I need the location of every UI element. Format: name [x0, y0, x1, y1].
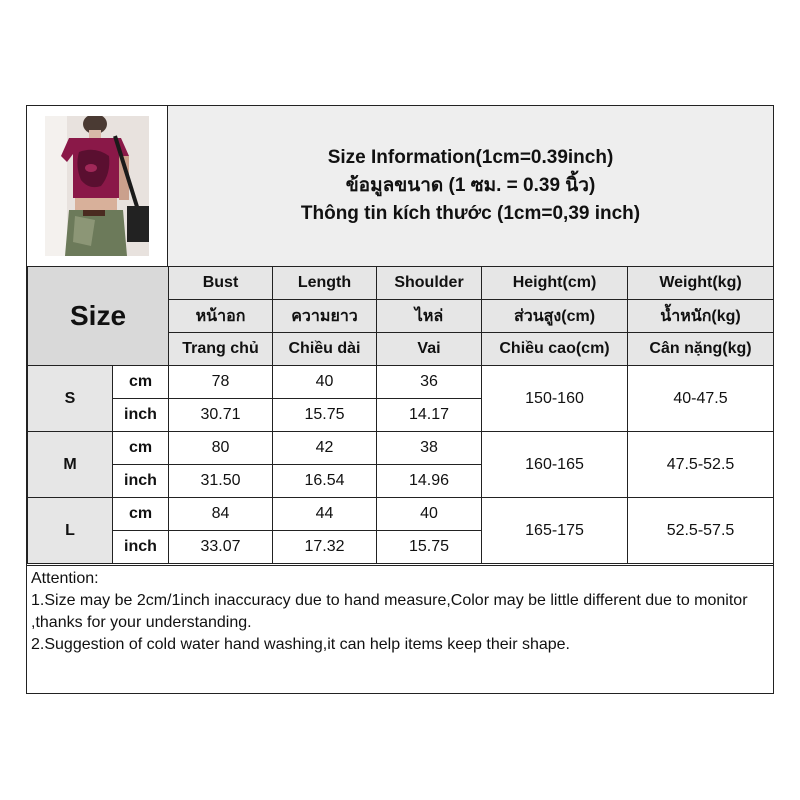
shoulder-inch: 14.96	[377, 465, 482, 498]
table-row	[28, 432, 774, 465]
unit-cm: cm	[113, 498, 169, 531]
header-weight-vi: Cân nặng(kg)	[628, 333, 774, 366]
product-photo	[45, 116, 149, 256]
shoulder-cm: 36	[377, 366, 482, 399]
size-table	[27, 266, 774, 564]
header-weight-th: น้ำหนัก(kg)	[628, 300, 774, 333]
attention-notes	[27, 565, 773, 693]
size-s-label: S	[28, 366, 113, 432]
attention-note-1: 1.Size may be 2cm/1inch inaccuracy due to hand measure,Color may be little different due to monitor ,thanks for your understanding.	[31, 592, 748, 631]
unit-cm: cm	[113, 366, 169, 399]
attention-heading: Attention:	[31, 570, 99, 587]
table-row	[28, 366, 774, 399]
length-inch: 15.75	[273, 399, 377, 432]
bust-inch: 30.71	[169, 399, 273, 432]
header-weight: Weight(kg)	[628, 267, 774, 300]
header-bust: Bust	[169, 267, 273, 300]
header-height-vi: Chiều cao(cm)	[482, 333, 628, 366]
height-range: 160-165	[482, 432, 628, 498]
header-length: Length	[273, 267, 377, 300]
table-row	[28, 498, 774, 531]
header-length-th: ความยาว	[273, 300, 377, 333]
title-block	[168, 106, 773, 266]
length-inch: 17.32	[273, 531, 377, 564]
height-range: 165-175	[482, 498, 628, 564]
bust-inch: 31.50	[169, 465, 273, 498]
header-height: Height(cm)	[482, 267, 628, 300]
shoulder-inch: 14.17	[377, 399, 482, 432]
header-shoulder: Shoulder	[377, 267, 482, 300]
title-line-vi: Thông tin kích thước (1cm=0,39 inch)	[300, 203, 641, 224]
header-bust-th: หน้าอก	[169, 300, 273, 333]
header-shoulder-th: ไหล่	[377, 300, 482, 333]
bust-cm: 80	[169, 432, 273, 465]
size-heading: Size	[28, 267, 169, 366]
height-range: 150-160	[482, 366, 628, 432]
header-bust-vi: Trang chủ	[169, 333, 273, 366]
shoulder-inch: 15.75	[377, 531, 482, 564]
title-line-en: Size Information(1cm=0.39inch)	[327, 147, 614, 168]
product-photo-cell	[27, 106, 168, 266]
weight-range: 47.5-52.5	[628, 432, 774, 498]
header-height-th: ส่วนสูง(cm)	[482, 300, 628, 333]
length-cm: 42	[273, 432, 377, 465]
length-cm: 44	[273, 498, 377, 531]
unit-cm: cm	[113, 432, 169, 465]
unit-inch: inch	[113, 531, 169, 564]
bust-cm: 84	[169, 498, 273, 531]
bust-cm: 78	[169, 366, 273, 399]
length-cm: 40	[273, 366, 377, 399]
size-chart	[26, 105, 774, 694]
size-m-label: M	[28, 432, 113, 498]
shoulder-cm: 40	[377, 498, 482, 531]
title-line-th: ข้อมูลขนาด (1 ซม. = 0.39 นิ้ว)	[345, 175, 596, 196]
attention-note-2: 2.Suggestion of cold water hand washing,it can help items keep their shape.	[31, 636, 570, 653]
weight-range: 52.5-57.5	[628, 498, 774, 564]
bust-inch: 33.07	[169, 531, 273, 564]
header-shoulder-vi: Vai	[377, 333, 482, 366]
unit-inch: inch	[113, 399, 169, 432]
length-inch: 16.54	[273, 465, 377, 498]
unit-inch: inch	[113, 465, 169, 498]
header-row-en	[28, 267, 774, 300]
shoulder-cm: 38	[377, 432, 482, 465]
size-l-label: L	[28, 498, 113, 564]
weight-range: 40-47.5	[628, 366, 774, 432]
header-length-vi: Chiều dài	[273, 333, 377, 366]
